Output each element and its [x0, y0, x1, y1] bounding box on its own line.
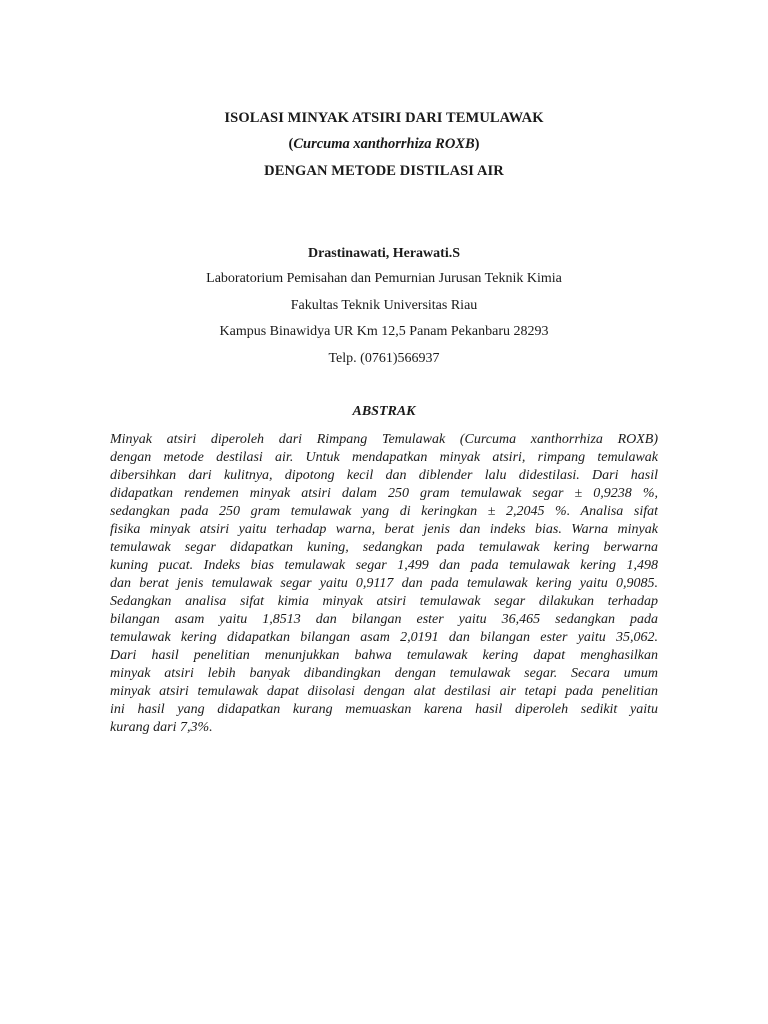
abstract-line: dengan metode destilasi air. Untuk mendapatkan minyak atsiri, rimpang temulawak [110, 450, 658, 465]
title-latin-name: Curcuma xanthorrhiza ROXB [293, 136, 475, 152]
abstract-heading: ABSTRAK [352, 404, 416, 419]
abstract-line: bilangan asam yaitu 1,8513 dan bilangan ester yaitu 36,465 sedangkan pada [110, 612, 658, 627]
abstract-line: sedangkan pada 250 gram temulawak yang di keringkan ± 2,2045 %. Analisa sifat [110, 504, 658, 519]
paper-title-line-3: DENGAN METODE DISTILASI AIR [264, 163, 504, 179]
paper-title-line-2 [0, 136, 768, 153]
abstract-line: dibersihkan dari kulitnya, dipotong kecil dan diblender lalu didestilasi. Dari hasil [110, 468, 658, 483]
abstract-line: didapatkan rendemen minyak atsiri dalam 250 gram temulawak segar ± 0,9238 %, [110, 486, 658, 501]
abstract-body [110, 431, 658, 737]
author-names: Drastinawati, Herawati.S [307, 246, 461, 261]
title-paren-close: ) [474, 136, 480, 152]
abstract-line: kurang dari 7,3%. [110, 720, 213, 735]
abstract-line: temulawak segar didapatkan kuning, sedangkan pada temulawak kering berwarna [110, 540, 658, 555]
abstract-line: Dari hasil penelitian menunjukkan bahwa temulawak kering dapat menghasilkan [110, 648, 658, 663]
abstract-line: Minyak atsiri diperoleh dari Rimpang Temulawak (Curcuma xanthorrhiza ROXB) [110, 432, 658, 447]
affiliation-line-2: Fakultas Teknik Universitas Riau [290, 298, 478, 313]
abstract-line: dan berat jenis temulawak segar yaitu 0,9117 dan pada temulawak kering yaitu 0,9085. [110, 576, 658, 591]
abstract-line: kuning pucat. Indeks bias temulawak segar 1,499 dan pada temulawak kering 1,498 [110, 558, 658, 573]
abstract-line: minyak atsiri temulawak dapat diisolasi dengan alat destilasi air tetapi pada penelitian [110, 684, 658, 699]
affiliation-line-3: Kampus Binawidya UR Km 12,5 Panam Pekanbaru 28293 [219, 324, 549, 339]
abstract-line: fisika minyak atsiri yaitu terhadap warna, berat jenis dan indeks bias. Warna minyak [110, 522, 658, 537]
paper-title-line-1: ISOLASI MINYAK ATSIRI DARI TEMULAWAK [224, 110, 544, 126]
affiliation-line-1: Laboratorium Pemisahan dan Pemurnian Jurusan Teknik Kimia [206, 271, 562, 286]
abstract-line: ini hasil yang didapatkan kurang memuaskan karena hasil diperoleh sedikit yaitu [110, 702, 658, 717]
abstract-line: minyak atsiri lebih banyak dibandingkan dengan temulawak segar. Secara umum [110, 666, 658, 681]
abstract-line: temulawak kering didapatkan bilangan asam 2,0191 dan bilangan ester yaitu 35,062. [110, 630, 658, 645]
affiliation-line-4: Telp. (0761)566937 [328, 351, 440, 366]
title-paren-open: ( [288, 136, 294, 152]
abstract-line: Sedangkan analisa sifat kimia minyak atsiri temulawak segar dilakukan terhadap [110, 594, 658, 609]
